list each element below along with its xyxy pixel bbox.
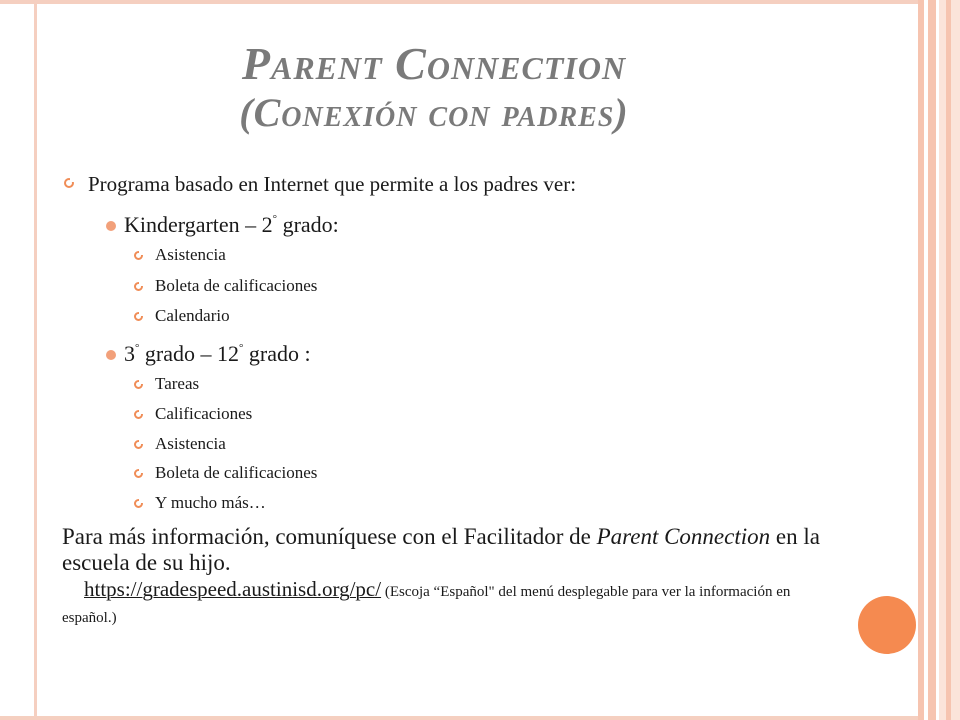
- degree-mark: °: [272, 212, 278, 225]
- group-heading: [124, 212, 339, 238]
- title-line-1: Parent Connection: [241, 38, 627, 89]
- slide-title: [64, 40, 804, 134]
- list-item: Calificaciones: [155, 404, 253, 423]
- bullet-dot-icon: [106, 221, 116, 231]
- right-stripe: [928, 0, 936, 720]
- group-label-mid: grado – 12: [139, 341, 239, 366]
- degree-mark: °: [135, 341, 140, 354]
- bullet-icon: [134, 380, 143, 389]
- list-item: Calendario: [155, 306, 230, 325]
- language-note: (Escoja “Español" del menú desplegable para ver la información en español.): [62, 584, 791, 626]
- bullet-icon: [134, 251, 143, 260]
- frame-left-line: [34, 0, 37, 720]
- right-stripe-gap: [936, 0, 939, 720]
- info-text-end: en la escuela de su hijo.: [62, 524, 820, 575]
- bullet-icon: [64, 178, 74, 188]
- list-item: Asistencia: [155, 245, 226, 264]
- frame-top-line: [0, 0, 918, 4]
- title-line-2: (Conexión con padres): [239, 90, 629, 136]
- group-label: Kindergarten – 2: [124, 212, 273, 237]
- bullet-icon: [134, 410, 143, 419]
- bullet-dot-icon: [106, 350, 116, 360]
- group-label-tail: grado:: [277, 212, 339, 237]
- list-item: Boleta de calificaciones: [155, 276, 318, 295]
- right-stripe: [946, 0, 951, 720]
- list-item: Tareas: [155, 374, 200, 393]
- accent-circle: [858, 596, 916, 654]
- intro-text: Programa basado en Internet que permite a los padres ver:: [88, 172, 577, 196]
- gradespeed-link[interactable]: https://gradespeed.austinisd.org/pc/: [84, 577, 382, 601]
- group-heading: [124, 341, 311, 367]
- bullet-icon: [134, 499, 143, 508]
- bullet-icon: [134, 312, 143, 321]
- list-item: Asistencia: [155, 434, 226, 453]
- bullet-icon: [134, 469, 143, 478]
- degree-mark: °: [239, 341, 244, 354]
- info-paragraph: [62, 524, 842, 628]
- info-text-italic: Parent Connection: [596, 524, 771, 549]
- info-text: Para más información, comuníquese con el Facilitador de: [62, 524, 597, 549]
- list-item: Y mucho más…: [155, 493, 266, 512]
- bullet-icon: [134, 282, 143, 291]
- group-label-tail: grado :: [243, 341, 311, 366]
- frame-bottom-line: [0, 716, 918, 720]
- bullet-icon: [134, 440, 143, 449]
- group-label: 3: [124, 341, 135, 366]
- list-item: Boleta de calificaciones: [155, 463, 318, 482]
